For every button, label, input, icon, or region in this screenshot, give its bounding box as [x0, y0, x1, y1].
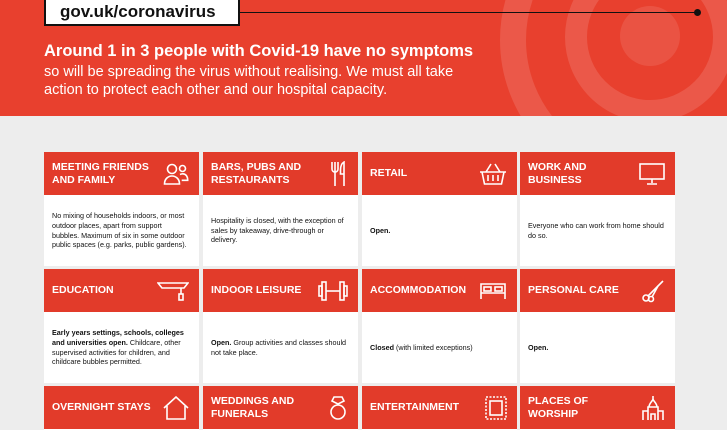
house-icon [163, 396, 189, 420]
card-title: MEETING FRIENDS AND FAMILY [52, 160, 149, 186]
card-header [203, 386, 358, 429]
card-overnight-stays [44, 386, 199, 430]
card-title: OVERNIGHT STAYS [52, 401, 151, 413]
url-box[interactable]: gov.uk/coronavirus [44, 0, 240, 26]
card-retail [362, 152, 517, 266]
card-body-text: Group activities and classes should not take place. [211, 337, 347, 357]
card-body-text: Everyone who can work from home should do so. [528, 220, 664, 240]
card-body [362, 312, 517, 383]
card-education [44, 269, 199, 383]
header-line [240, 12, 696, 13]
headline: Around 1 in 3 people with Covid-19 have no symptoms [44, 42, 474, 60]
card-body-bold: Early years settings, schools, colleges and universities open. [52, 328, 184, 347]
people-icon [163, 162, 189, 186]
card-header [520, 386, 675, 429]
graduation-cap-icon [157, 280, 189, 302]
scissors-icon [641, 279, 665, 303]
card-header [520, 269, 675, 312]
card-body [520, 195, 675, 266]
card-header [203, 152, 358, 195]
card-title: PLACES OF WORSHIP [528, 394, 589, 420]
card-header [203, 269, 358, 312]
card-header [362, 386, 517, 429]
card-accommodation [362, 269, 517, 383]
card-indoor-leisure [203, 269, 358, 383]
header-dot [694, 9, 701, 16]
card-body [203, 312, 358, 383]
card-personal-care [520, 269, 675, 383]
card-title: INDOOR LEISURE [211, 284, 302, 296]
card-title: RETAIL [370, 167, 408, 179]
card-body-text: (with limited exceptions) [393, 342, 473, 352]
card-title: EDUCATION [52, 284, 114, 296]
card-body-bold: Closed [370, 342, 394, 352]
card-body-text: No mixing of households indoors, or most outdoor places, apart from support bubbles. Maximum of six in some outdoor public spaces (e.g. parks, public gardens). [52, 211, 187, 250]
card-places-of-worship [520, 386, 675, 430]
card-work-business [520, 152, 675, 266]
card-title: ENTERTAINMENT [370, 401, 460, 413]
bed-icon [479, 281, 507, 301]
cutlery-icon [330, 161, 348, 187]
card-body [203, 195, 358, 266]
banner [0, 0, 727, 116]
card-body-bold: Open. [370, 225, 391, 235]
card-title: WEDDINGS AND FUNERALS [211, 394, 295, 420]
card-header [44, 386, 199, 429]
shopping-basket-icon [479, 162, 507, 186]
card-title: WORK AND BUSINESS [528, 160, 587, 186]
card-meeting-friends [44, 152, 199, 266]
card-body [44, 312, 199, 383]
card-title: ACCOMMODATION [370, 284, 467, 296]
card-title: PERSONAL CARE [528, 284, 619, 296]
card-body-bold: Open. [211, 337, 232, 347]
card-body-text: Hospitality is closed, with the exception of sales by takeaway, drive-through or delivery. [211, 216, 344, 245]
card-bars-pubs [203, 152, 358, 266]
monitor-icon [639, 163, 665, 185]
card-body-text: Childcare, other supervised activities for children, and childcare bubbles permitted. [52, 337, 181, 367]
card-header [44, 152, 199, 195]
card-header [520, 152, 675, 195]
card-header [44, 269, 199, 312]
card-body [44, 195, 199, 266]
dumbbell-icon [318, 280, 348, 302]
card-header [362, 269, 517, 312]
place-of-worship-icon [641, 395, 665, 421]
decorative-circle [620, 6, 680, 66]
ticket-icon [485, 396, 507, 420]
card-header [362, 152, 517, 195]
subline: so will be spreading the virus without realising. We must all take action to protect each other and our hospital capacity. [44, 64, 454, 98]
card-title: BARS, PUBS AND RESTAURANTS [211, 160, 302, 186]
ring-icon [328, 395, 348, 421]
card-body [520, 312, 675, 383]
card-entertainment [362, 386, 517, 430]
card-weddings-funerals [203, 386, 358, 430]
card-body-bold: Open. [528, 342, 549, 352]
card-body [362, 195, 517, 266]
